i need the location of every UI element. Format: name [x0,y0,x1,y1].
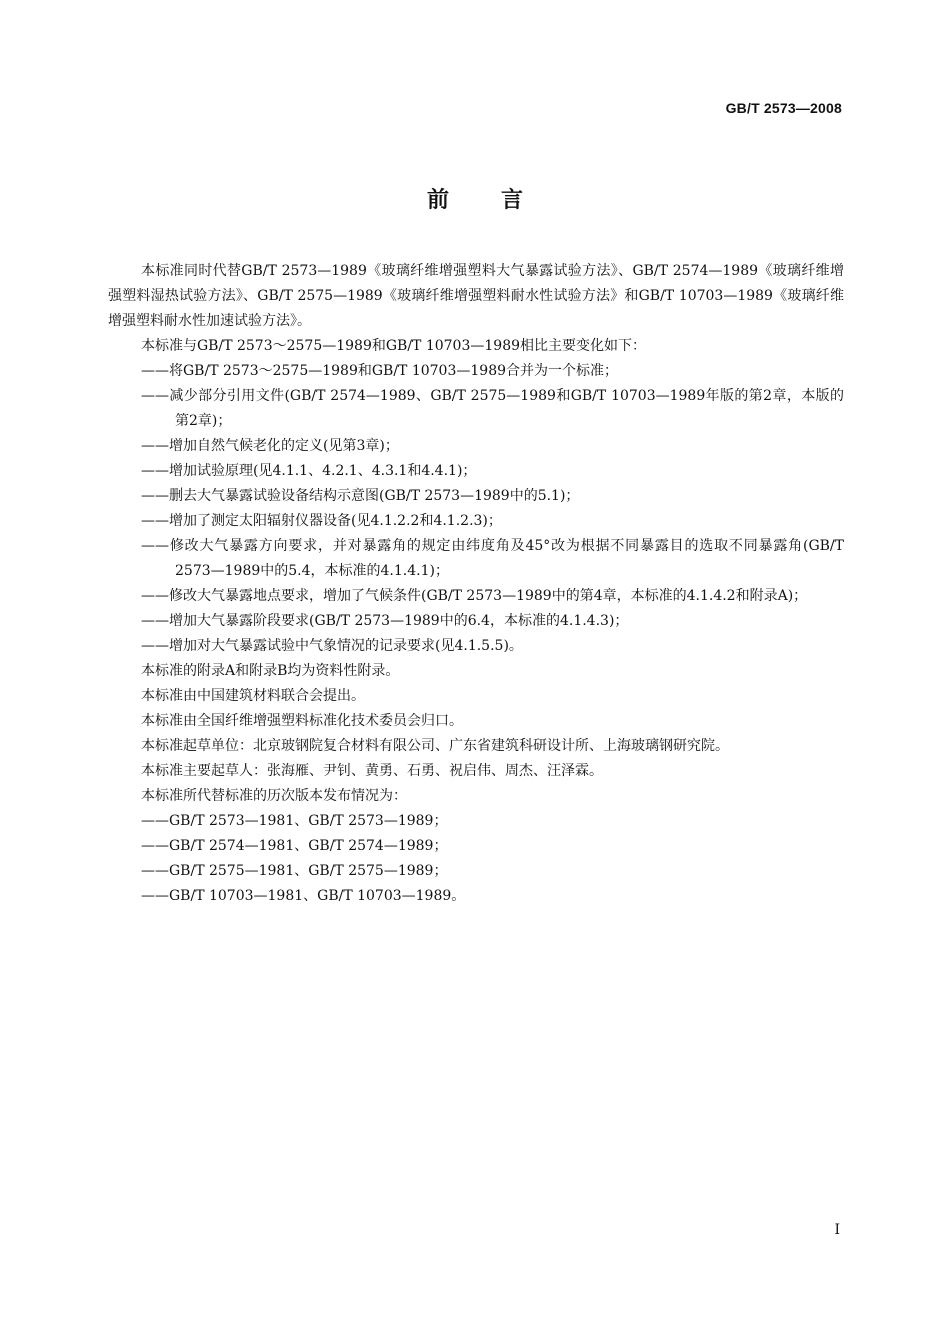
history-item: ——GB/T 2574—1981、GB/T 2574—1989； [141,838,448,854]
list-item: ——修改大气暴露地点要求，增加了气候条件(GB/T 2573—1989中的第4章，本标准的4.1.4.2和附录A)； [141,588,808,604]
list-item: ——增加对大气暴露试验中气象情况的记录要求(见4.1.5.5)。 [141,638,523,654]
history-item: ——GB/T 2573—1981、GB/T 2573—1989； [141,813,448,829]
page-number: I [834,1222,840,1238]
paragraph-committee: 本标准由全国纤维增强塑料标准化技术委员会归口。 [141,713,463,729]
list-item: ——减少部分引用文件(GB/T 2574—1989、GB/T 2575—1989和GB/T 10703—1989年版的第2章，本版的第2章)； [141,388,844,429]
list-item: ——增加了测定太阳辐射仪器设备(见4.1.2.2和4.1.2.3)； [141,513,502,529]
list-item: ——删去大气暴露试验设备结构示意图(GB/T 2573—1989中的5.1)； [141,488,580,504]
paragraph-drafters: 本标准主要起草人：张海雁、尹钊、黄勇、石勇、祝启伟、周杰、汪泽霖。 [141,763,603,779]
list-item: ——修改大气暴露方向要求，并对暴露角的规定由纬度角及45°改为根据不同暴露目的选取不同暴露角(GB/T 2573—1989中的5.4，本标准的4.1.4.1)； [141,538,844,579]
list-item: ——将GB/T 2573～2575—1989和GB/T 10703—1989合并为一个标准； [141,363,619,379]
paragraph-history-intro: 本标准所代替标准的历次版本发布情况为： [141,788,407,804]
paragraph-replacement: 本标准同时代替GB/T 2573—1989《玻璃纤维增强塑料大气暴露试验方法》、GB/T 2574—1989《玻璃纤维增强塑料湿热试验方法》、GB/T 2575—1989《玻璃纤维增强塑料耐水性试验方法》和GB/T 10703—1989《玻璃纤维增强塑料耐水性加速试验方法》。 [108,263,844,329]
page-title: 前言 [426,188,575,213]
paragraph-proposer: 本标准由中国建筑材料联合会提出。 [141,688,365,704]
list-item: ——增加大气暴露阶段要求(GB/T 2573—1989中的6.4，本标准的4.1.4.3)； [141,613,629,629]
paragraph-changes-intro: 本标准与GB/T 2573～2575—1989和GB/T 10703—1989相比主要变化如下： [141,338,647,354]
paragraph-appendix: 本标准的附录A和附录B均为资料性附录。 [141,663,400,679]
history-item: ——GB/T 2575—1981、GB/T 2575—1989； [141,863,448,879]
list-item: ——增加试验原理(见4.1.1、4.2.1、4.3.1和4.4.1)； [141,463,477,479]
list-item: ——增加自然气候老化的定义(见第3章)； [141,438,399,454]
standard-code: GB/T 2573—2008 [725,100,842,116]
paragraph-drafting-units: 本标准起草单位：北京玻钢院复合材料有限公司、广东省建筑科研设计所、上海玻璃钢研究院。 [141,738,729,754]
history-item: ——GB/T 10703—1981、GB/T 10703—1989。 [141,888,466,904]
foreword-body [108,259,844,909]
